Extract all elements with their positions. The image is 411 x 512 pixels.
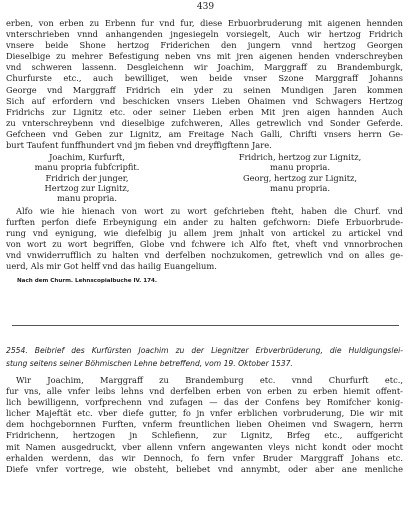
signature-block-right [205,152,395,193]
text-line: mit Namen ausgedruckt, vber allenn vnfern angewanten vleys nicht kondt oder mocht [6,441,403,452]
text-line: Dieselbige zu mehrer Befestigung neben vns mit jren aigenen henden vnderschreyben [6,51,403,62]
text-line: Gefcheen vnd Geben zur Lignitz, am Freitage Nach Galli, Chrifti vnsers herrn Ge- [6,128,403,139]
text-line: burt Taufent funffhundert vnd jm fieben vnd dreyffigftenn Jare. [6,140,272,151]
signature-line: manu propria fubfcripfit. [34,162,140,173]
signature-line: Joachim, Kurfurft, [49,152,125,162]
text-line: vnd schweren lassenn. Desgleichenn wir Joachim, Marggraff zu Brandemburgk, [6,62,403,73]
text-line: Churfurste etc., auch bewilliget, wen beide vnser Szone Marggraff Johanns [6,73,403,84]
signature-line: manu propria. [270,162,330,173]
text-line: Sich auf erfordern vnd beschicken vnsers Lieben Ohaimen vnd Schwagers Hertzog [6,95,403,106]
text-line: Fridrichs zur Lignitz etc. oder seiner Lieben erben Mit jren aigen hannden Auch [6,106,403,117]
text-line: erhalden werdenn, das wir Dennoch, fo fern vnfer Bruder Marggraff Johans etc. [6,452,403,463]
text-line: licher Majeftät etc. vber diefe gutter, fo jn vnfer erblichen vorbruderung, Die wir mit [6,408,403,419]
source-note: Nach dem Churm. Lehnscopialbuche IV. 174. [17,278,158,284]
signature-line: Hertzog zur Lignitz, [44,182,130,193]
heading-line: 2554. Beibrief des Kurfürsten Joachim zu der Liegnitzer Erbverbrüderung, die Huldigungslei- [6,346,403,355]
signature-line: manu propria. [57,193,117,204]
signature-line: manu propria. [270,182,330,193]
text-line: vnterschrieben vnnd anhangenden jngesiegeln vorsiegelt, Auch wir hertzog Fridrich [6,29,403,40]
text-line: fur vns, alle vnfer leibs lehns vnd derfelben erben von erben zu erben hiemit offent- [6,386,403,397]
text-line: George vnd Marggraff Fridrich ein yder zu seinen Mundigen Jaren kommen [6,84,403,95]
heading-line: stung seitens seiner Böhmischen Lehne betreffend, vom 19. Oktober 1537. [6,358,293,368]
signature-line: Fridrich der junger, [45,172,129,183]
signature-line: Fridrich, hertzog zur Lignitz, [238,152,362,162]
text-line: vnsere beide Shone hertzog Friderichen den jungern vnnd hertzog Georgen [6,40,403,51]
text-line: Diefe vnfer vortrege, wie obsteht, beliebet vnd annymbt, oder aber ane menliche [6,463,403,474]
text-line: lich bewilligenn, vorfprechenn vnd zufagen — das der Confens bey Romifcher konig- [6,397,403,408]
document-heading [6,345,403,370]
text-line: dem hochgebornnen Furften, vnferm freuntlichen lieben Oheimen vnd Swagern, herrn [6,419,403,430]
text-line: Fridrichenn, hertzogen jn Schlefienn, zur Lignitz, Brfeg etc., auffgericht [6,430,403,441]
signature-block-left [12,152,162,203]
paragraph-declaration [6,375,403,475]
paragraph-charter-ending [6,18,403,151]
text-line: von wort zu wort begriffen, Globe vnd fchwere ich Alfo ftet, vheft vnd vnnorbrochen [6,239,403,250]
text-line: furften perfon diefe Erbeynigung ein ander zu halten gefchworn: Diefe Erbuorbrude- [6,217,403,228]
page-number: 439 [196,2,215,12]
text-line: Wir Joachim, Marggraff zu Brandemburg etc. vnnd Churfurft etc., [16,375,403,385]
section-divider [12,325,399,326]
text-line: erben, von erben zu Erbenn fur vnd fur, diese Erbuorbruderung mit aigenen hennden [6,18,403,28]
text-line: uerd, Als mir Got helff vnd das hailig Euangelium. [6,261,217,272]
paragraph-oath [6,206,403,273]
text-line: vnd vnwiderrufflich zu halten vnd derfelben nochzukomen, getrewlich vnd on alles ge- [6,250,403,261]
text-line: Alfo wie hie hienach von wort zu wort gefchrieben fteht, haben die Churf. vnd [16,206,403,216]
signature-line: Georg, hertzog zur Lignitz, [242,172,358,183]
text-line: zu vnterschreybenn vnd dieselbige zufchweren, Alles getrewlich vnd Sonder Geferde. [6,117,403,128]
text-line: rung vnd eynigung, wie diefelbig ju allem jrem jnhalt von artickel zu artickel vnd [6,228,403,239]
